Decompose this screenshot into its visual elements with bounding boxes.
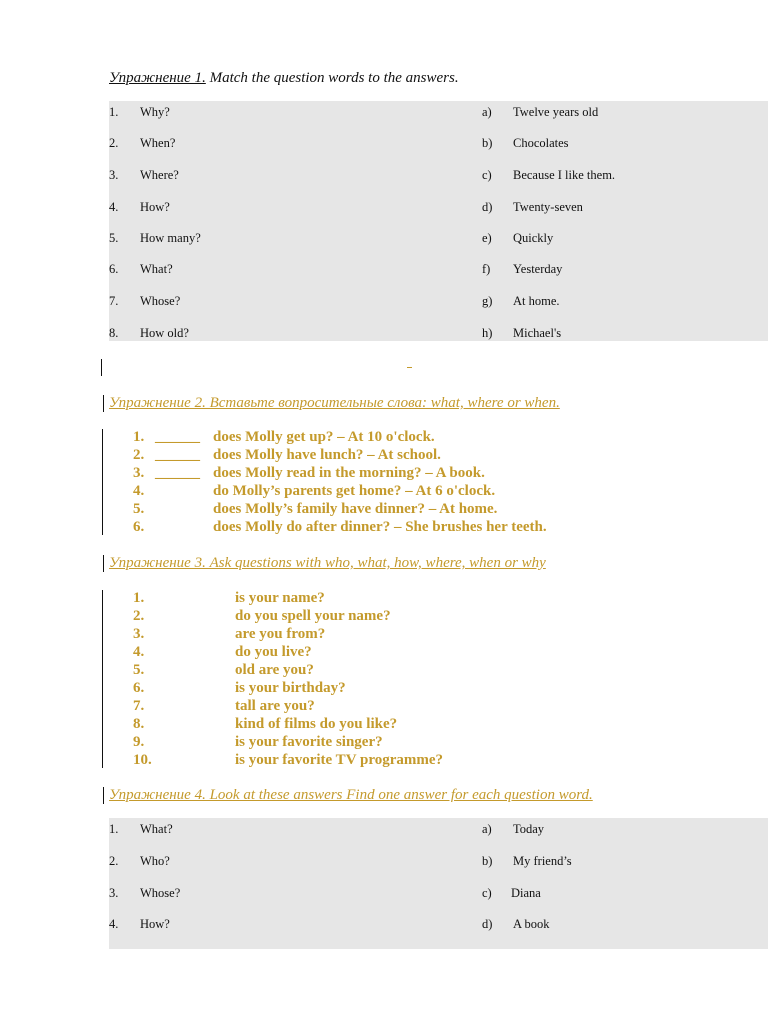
item-number: 8. <box>133 716 145 732</box>
item-number: 4. <box>133 483 145 499</box>
answer-letter: c) <box>482 168 492 182</box>
table-row <box>109 854 768 874</box>
revision-bar <box>102 590 103 768</box>
exercise-4-heading: Упражнение 4. Look at these answers Find one answer for each question word. <box>109 787 593 803</box>
table-row <box>109 294 768 314</box>
divider-mark <box>407 367 412 368</box>
question-word: How? <box>140 200 170 214</box>
answer-text: Michael's <box>513 326 562 340</box>
item-number: 1. <box>133 429 145 445</box>
item-number: 9. <box>133 734 145 750</box>
row-number: 4. <box>109 200 119 214</box>
question-word: Whose? <box>140 886 181 900</box>
exercise-1-table <box>109 101 768 341</box>
exercise-4-table <box>109 818 768 949</box>
answer-text: At home. <box>513 294 560 308</box>
item-text: does Molly’s family have dinner? – At home. <box>213 501 498 517</box>
question-word: What? <box>140 262 173 276</box>
item-number: 4. <box>133 644 145 660</box>
item-text: does Molly do after dinner? – She brushes her teeth. <box>213 519 547 535</box>
answer-text: My friend’s <box>513 854 572 868</box>
item-number: 10. <box>133 752 152 768</box>
answer-text: Because I like them. <box>513 168 616 182</box>
question-word: Where? <box>140 168 179 182</box>
answer-letter: h) <box>482 326 493 340</box>
text-cursor-mark <box>101 359 102 376</box>
question-word: When? <box>140 136 176 150</box>
row-number: 2. <box>109 854 119 868</box>
item-number: 7. <box>133 698 145 714</box>
row-number: 8. <box>109 326 119 340</box>
answer-letter: c) <box>482 886 492 900</box>
table-row <box>109 200 768 220</box>
item-number: 2. <box>133 447 145 463</box>
item-text: do you spell your name? <box>235 608 391 624</box>
item-number: 2. <box>133 608 145 624</box>
row-number: 7. <box>109 294 119 308</box>
row-number: 3. <box>109 168 119 182</box>
item-text: does Molly get up? – At 10 o'clock. <box>213 429 435 445</box>
revision-bar <box>103 555 104 572</box>
row-number: 1. <box>109 822 119 836</box>
exercise-3-heading: Упражнение 3. Ask questions with who, what, how, where, when or why <box>109 555 546 571</box>
item-text: is your birthday? <box>235 680 346 696</box>
table-row <box>109 917 768 937</box>
table-row <box>109 105 768 125</box>
answer-letter: b) <box>482 854 493 868</box>
row-number: 6. <box>109 262 119 276</box>
answer-text: Quickly <box>513 231 554 245</box>
exercise-1-label: Упражнение 1. <box>109 70 206 86</box>
answer-text: A book <box>513 917 550 931</box>
item-text: are you from? <box>235 626 326 642</box>
table-row <box>109 326 768 346</box>
exercise-1-heading <box>109 70 459 87</box>
item-text: do Molly’s parents get home? – At 6 o'clock. <box>213 483 496 499</box>
table-row <box>109 262 768 282</box>
answer-text: Twenty-seven <box>513 200 583 214</box>
question-word: How old? <box>140 326 189 340</box>
item-text: kind of films do you like? <box>235 716 398 732</box>
item-text: do you live? <box>235 644 312 660</box>
answer-letter: e) <box>482 231 492 245</box>
answer-letter: d) <box>482 917 493 931</box>
exercise-1-instruction: Match the question words to the answers. <box>205 70 459 86</box>
item-text: is your favorite singer? <box>235 734 383 750</box>
answer-letter: g) <box>482 294 493 308</box>
answer-text: Diana <box>511 886 541 900</box>
item-number: 6. <box>133 519 145 535</box>
row-number: 4. <box>109 917 119 931</box>
row-number: 3. <box>109 886 119 900</box>
answer-text: Today <box>513 822 545 836</box>
item-number: 6. <box>133 680 145 696</box>
item-text: old are you? <box>235 662 314 678</box>
answer-text: Twelve years old <box>513 105 599 119</box>
answer-text: Yesterday <box>513 262 563 276</box>
revision-bar <box>103 787 104 804</box>
answer-blank: ______ <box>155 447 200 463</box>
question-word: How many? <box>140 231 201 245</box>
answer-letter: a) <box>482 822 492 836</box>
item-text: tall are you? <box>235 698 315 714</box>
question-word: How? <box>140 917 170 931</box>
answer-letter: d) <box>482 200 493 214</box>
answer-letter: b) <box>482 136 493 150</box>
row-number: 2. <box>109 136 119 150</box>
exercise-2-heading: Упражнение 2. Вставьте вопросительные слова: what, where or when. <box>109 395 560 411</box>
answer-letter: f) <box>482 262 491 276</box>
question-word: Who? <box>140 854 170 868</box>
answer-letter: a) <box>482 105 492 119</box>
item-number: 3. <box>133 465 145 481</box>
answer-blank: ______ <box>155 465 200 481</box>
answer-blank: ______ <box>155 429 200 445</box>
item-text: does Molly have lunch? – At school. <box>213 447 441 463</box>
item-number: 5. <box>133 662 145 678</box>
item-number: 3. <box>133 626 145 642</box>
table-row <box>109 231 768 251</box>
item-text: is your name? <box>235 590 325 606</box>
answer-text: Chocolates <box>513 136 569 150</box>
item-text: does Molly read in the morning? – A book. <box>213 465 485 481</box>
item-number: 1. <box>133 590 145 606</box>
table-row <box>109 136 768 156</box>
table-row <box>109 822 768 842</box>
question-word: What? <box>140 822 173 836</box>
row-number: 5. <box>109 231 119 245</box>
row-number: 1. <box>109 105 119 119</box>
revision-bar <box>102 429 103 535</box>
table-row <box>109 886 768 906</box>
table-row <box>109 168 768 188</box>
item-text: is your favorite TV programme? <box>235 752 444 768</box>
question-word: Why? <box>140 105 170 119</box>
revision-bar <box>103 395 104 412</box>
question-word: Whose? <box>140 294 181 308</box>
item-number: 5. <box>133 501 145 517</box>
